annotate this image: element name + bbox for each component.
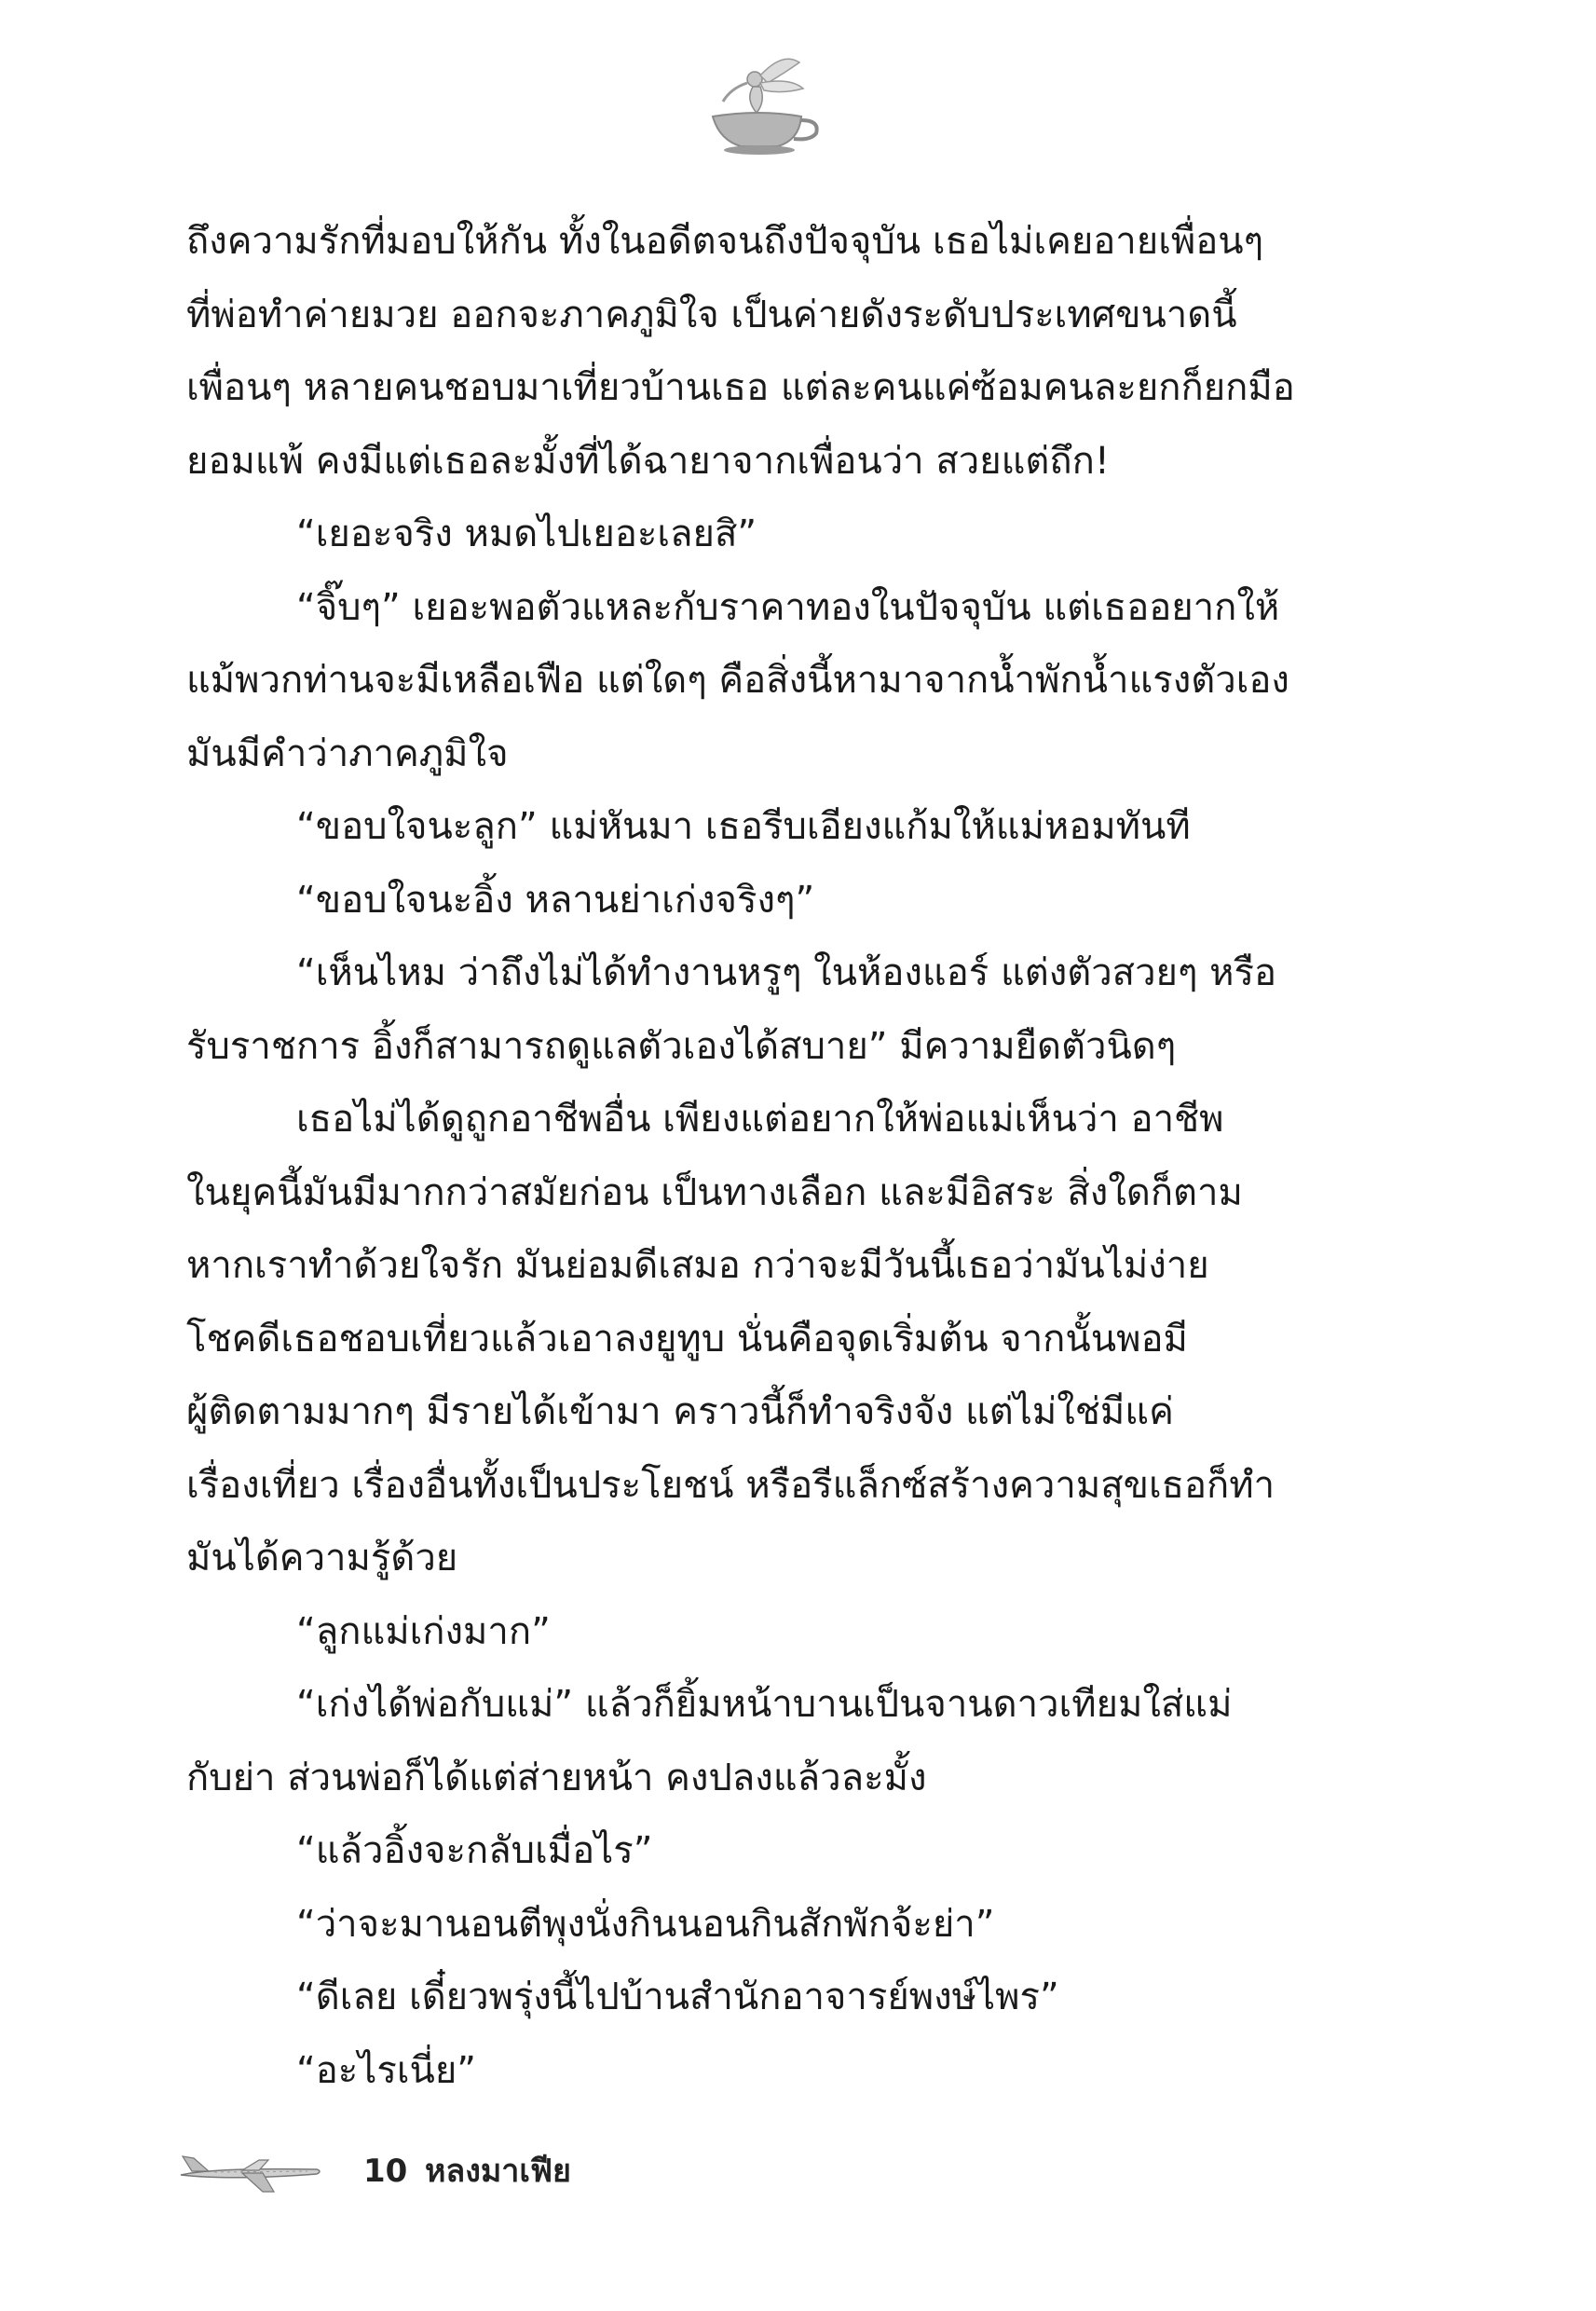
text-line: มันได้ความรู้ด้วย [186, 1537, 458, 1579]
text-line: ในยุคนี้มันมีมากกว่าสมัยก่อน เป็นทางเลือก และมีอิสระ สิ่งใดก็ตาม [186, 1170, 1243, 1214]
text-line: หากเราทำด้วยใจรัก มันย่อมดีเสมอ กว่าจะมีวันนี้เธอว่ามันไม่ง่าย [186, 1244, 1209, 1287]
fairy-on-teacup-icon [689, 51, 829, 158]
dialogue-line: “ว่าจะมานอนตีพุงนั่งกินนอนกินสักพักจ้ะย่า” [296, 1902, 995, 1946]
story-text [186, 205, 1332, 2107]
text-line: เพื่อนๆ หลายคนชอบมาเที่ยวบ้านเธอ แต่ละคนแค่ซ้อมคนละยกก็ยกมือ [186, 366, 1295, 409]
dialogue-line: “ดีเลย เดี๋ยวพรุ่งนี้ไปบ้านสำนักอาจารย์พงษ์ไพร” [296, 1976, 1059, 2018]
dialogue-line: “ขอบใจนะอิ้ง หลานย่าเก่งจริงๆ” [296, 878, 815, 922]
page-footer [177, 2143, 736, 2199]
text-line: แม้พวกท่านจะมีเหลือเฟือ แต่ใดๆ คือสิ่งนี้หามาจากน้ำพักน้ำแรงตัวเอง [186, 659, 1289, 702]
text-line: ที่พ่อทำค่ายมวย ออกจะภาคภูมิใจ เป็นค่ายดังระดับประเทศขนาดนี้ [186, 293, 1237, 336]
text-line: “จิ๊บๆ” เยอะพอตัวแหละกับราคาทองในปัจจุบัน แต่เธออยากให้ [296, 585, 1280, 629]
dialogue-line: “เก่งได้พ่อกับแม่” แล้วก็ยิ้มหน้าบานเป็นจานดาวเทียมใส่แม่ [296, 1683, 1233, 1726]
text-line: โชคดีเธอชอบเที่ยวแล้วเอาลงยูทูบ นั่นคือจุดเริ่มต้น จากนั้นพอมี [186, 1317, 1188, 1361]
text-line: เธอไม่ได้ดูถูกอาชีพอื่น เพียงแต่อยากให้พ่อแม่เห็นว่า อาชีพ [296, 1098, 1224, 1141]
dialogue-line: “แล้วอิ้งจะกลับเมื่อไร” [296, 1829, 653, 1872]
book-title: หลงมาเฟีย [425, 2153, 571, 2190]
dialogue-line: “เห็นไหม ว่าถึงไม่ได้ทำงานหรูๆ ในห้องแอร์ แต่งตัวสวยๆ หรือ [296, 951, 1277, 994]
dialogue-line: “เยอะจริง หมดไปเยอะเลยสิ” [296, 513, 757, 555]
text-line: รับราชการ อิ้งก็สามารถดูแลตัวเองได้สบาย” มีความยืดตัวนิดๆ [186, 1024, 1177, 1068]
text-line: กับย่า ส่วนพ่อก็ได้แต่ส่ายหน้า คงปลงแล้วละมั้ง [186, 1756, 927, 1799]
dialogue-line: “ขอบใจนะลูก” แม่หันมา เธอรีบเอียงแก้มให้แม่หอมทันที [296, 805, 1191, 848]
text-line: ถึงความรักที่มอบให้กัน ทั้งในอดีตจนถึงปัจจุบัน เธอไม่เคยอายเพื่อนๆ [186, 220, 1264, 263]
text-line: เรื่องเที่ยว เรื่องอื่นทั้งเป็นประโยชน์ หรือรีแล็กซ์สร้างความสุขเธอก็ทำ [186, 1463, 1275, 1507]
text-line: ผู้ติดตามมากๆ มีรายได้เข้ามา คราวนี้ก็ทำจริงจัง แต่ไม่ใช่มีแค่ [186, 1390, 1174, 1433]
dialogue-line: “ลูกแม่เก่งมาก” [296, 1609, 551, 1653]
page-number: 10 [363, 2153, 408, 2190]
text-line: มันมีคำว่าภาคภูมิใจ [186, 732, 509, 775]
dialogue-line: “อะไรเนี่ย” [296, 2048, 477, 2092]
airplane-icon [177, 2143, 326, 2199]
text-line: ยอมแพ้ คงมีแต่เธอละมั้งที่ได้ฉายาจากเพื่อนว่า สวยแต่ถึก! [186, 439, 1110, 483]
